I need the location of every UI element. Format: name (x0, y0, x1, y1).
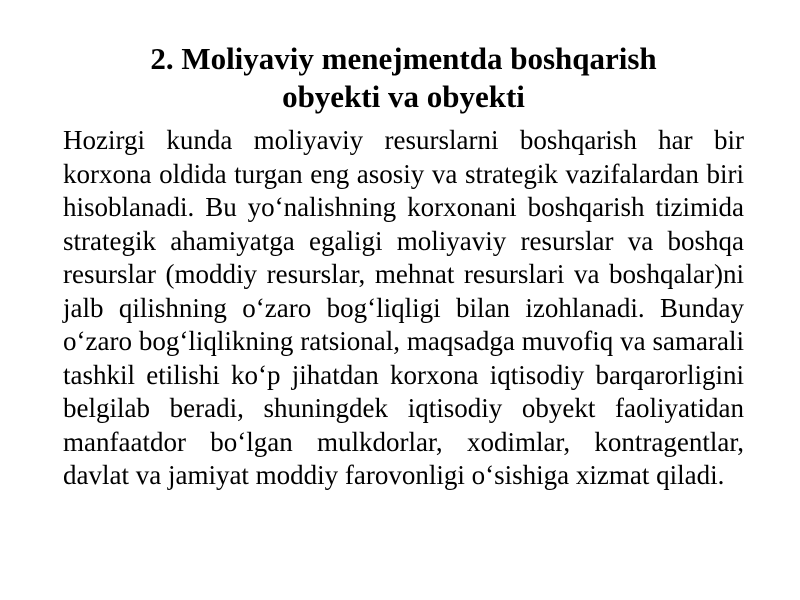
slide-title-line-2: obyekti va obyekti (282, 79, 525, 114)
slide-body-paragraph: Hozirgi kunda moliyaviy resurslarni boshqarish har bir korxona oldida turgan eng asosiy va strategik vazifalardan biri hisoblanadi. Bu yo‘nalishning korxonani boshqarish tizimida strategik ahamiyatga egaligi moliyaviy resurslar va boshqa resurslar (moddiy resurslar, mehnat resurslari va boshqalar)ni jalb qilishning o‘zaro bog‘liqligi bilan izohlanadi. Bunday o‘zaro bog‘liqlikning ratsional, maqsadga muvofiq va samarali tashkil etilishi ko‘p jihatdan korxona iqtisodiy barqarorligini belgilab beradi, shuningdek iqtisodiy obyekt faoliyatidan manfaatdor bo‘lgan mulkdorlar, xodimlar, kontragentlar, davlat va jamiyat moddiy farovonligi o‘sishiga xizmat qiladi. (63, 125, 744, 490)
slide-title (63, 40, 744, 116)
slide-title-line-1: 2. Moliyaviy menejmentda boshqarish (150, 41, 657, 76)
